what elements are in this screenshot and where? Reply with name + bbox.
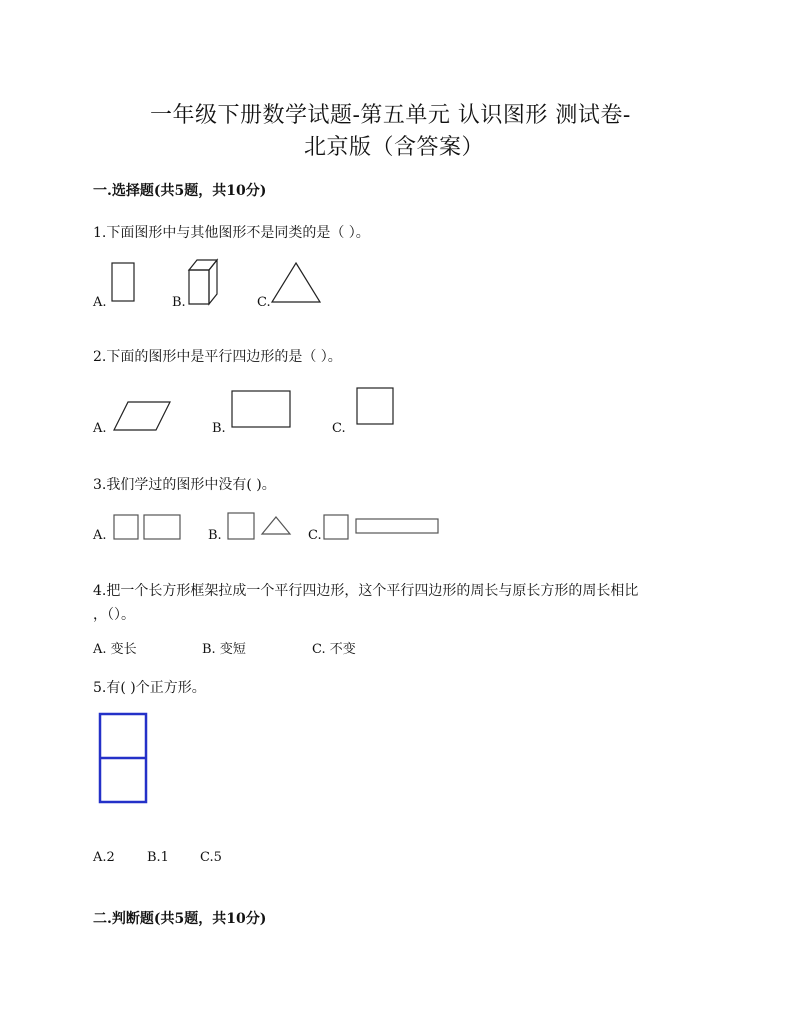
q5-option-c: C.5 xyxy=(200,850,222,865)
q2-option-c-label: C. xyxy=(332,421,346,436)
q3-option-b-square-and-triangle-figure xyxy=(226,510,296,542)
q2-option-a-label: A. xyxy=(93,421,107,436)
q4-option-b: B. 变短 xyxy=(202,642,246,657)
q4-option-c: C. 不变 xyxy=(312,642,356,657)
q3-option-b-label: B. xyxy=(208,528,222,543)
q3-option-c-square-and-long-rectangle-figure xyxy=(322,512,442,542)
q3-option-a-square-and-rectangle-figure xyxy=(112,512,184,542)
q5-option-a: A.2 xyxy=(93,850,115,865)
q3-option-c-label: C. xyxy=(308,528,322,543)
q1-option-c-label: C. xyxy=(257,295,271,310)
page-title-line1: 一年级下册数学试题-第五单元 认识图形 测试卷- xyxy=(150,103,631,128)
q1-option-a-rectangle-figure xyxy=(110,262,140,304)
question-1-text: 1.下面图形中与其他图形不是同类的是（ ）。 xyxy=(93,225,370,241)
q2-option-b-label: B. xyxy=(212,421,226,436)
q1-option-b-label: B. xyxy=(172,295,186,310)
question-5-text: 5.有( )个正方形。 xyxy=(93,680,206,696)
q4-option-a: A. 变长 xyxy=(93,642,137,657)
page-title-line2: 北京版（含答案） xyxy=(304,135,485,160)
question-2-text: 2.下面的图形中是平行四边形的是（ ）。 xyxy=(93,349,342,365)
q3-option-a-label: A. xyxy=(93,528,107,543)
q1-option-b-cuboid-figure xyxy=(187,258,221,306)
section-heading-choice: 一.选择题(共5题，共10分) xyxy=(93,183,267,199)
q2-option-c-square-figure xyxy=(355,387,397,429)
section-heading-judgement: 二.判断题(共5题，共10分) xyxy=(93,911,267,927)
q5-squares-figure xyxy=(98,712,150,808)
q1-option-a-label: A. xyxy=(93,295,107,310)
q2-option-a-parallelogram-figure xyxy=(112,400,174,434)
question-4-text-line2: ，（）。 xyxy=(93,607,135,623)
q5-option-b: B.1 xyxy=(147,850,169,865)
question-3-text: 3.我们学过的图形中没有( )。 xyxy=(93,477,276,493)
q1-option-c-triangle-figure xyxy=(270,262,324,304)
q2-option-b-rectangle-figure xyxy=(230,390,294,432)
question-4-text-line1: 4.把一个长方形框架拉成一个平行四边形，这个平行四边形的周长与原长方形的周长相比 xyxy=(93,583,639,599)
